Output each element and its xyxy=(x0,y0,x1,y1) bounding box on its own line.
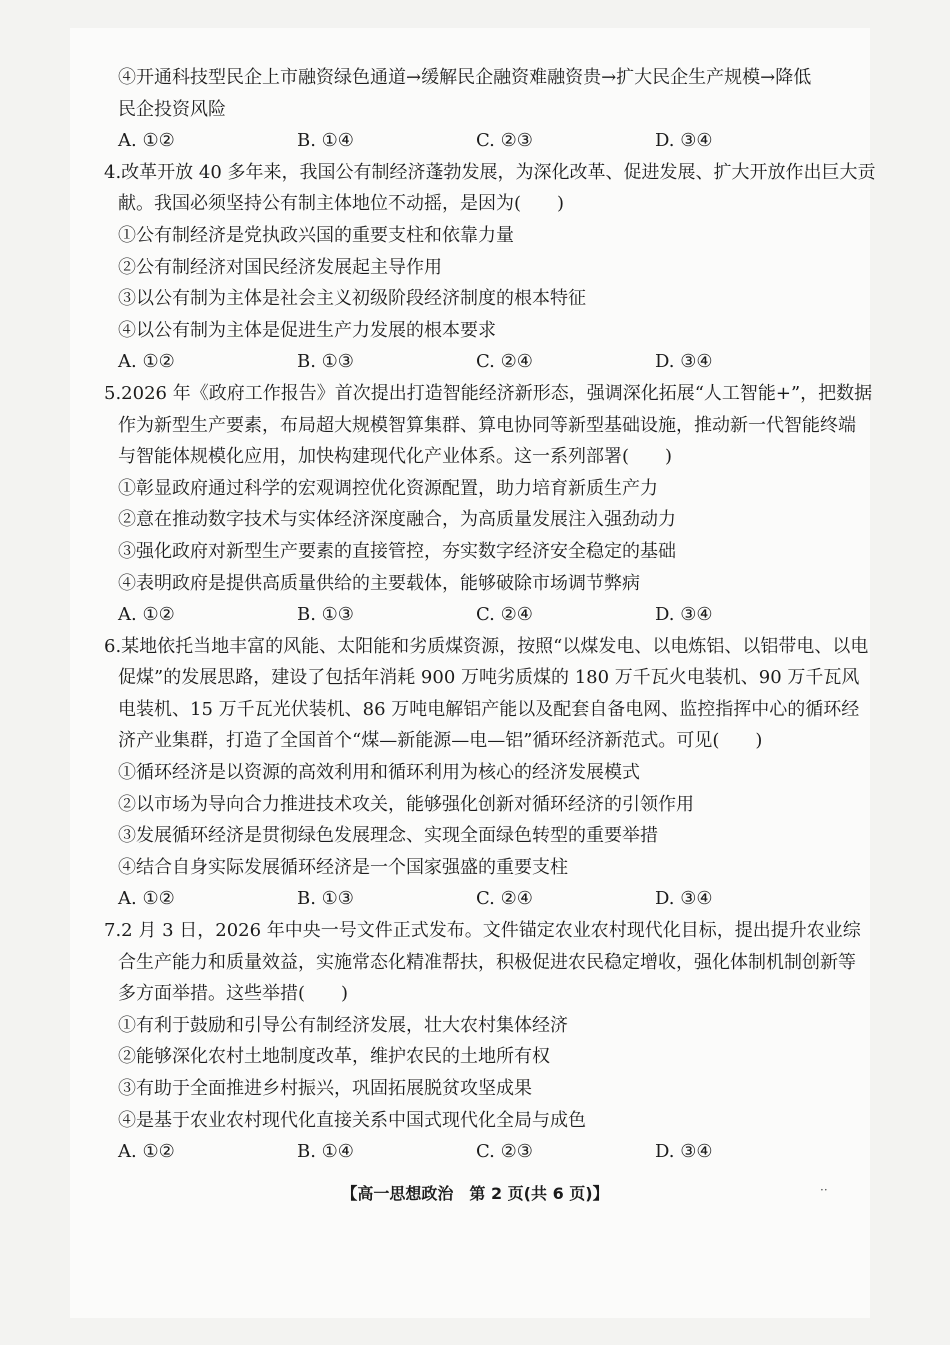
choice-c: C. ②④ xyxy=(476,351,533,373)
answer-choices xyxy=(118,599,834,631)
option-line: ③强化政府对新型生产要素的直接管控，夯实数字经济安全稳定的基础 xyxy=(118,540,676,562)
question-stem: 合生产能力和质量效益，实施常态化精准帮扶，积极促进农民稳定增收，强化体制机制创新等 xyxy=(118,951,856,973)
choice-d: D. ③④ xyxy=(655,1141,713,1163)
option-line: ④开通科技型民企上市融资绿色通道→缓解民企融资难融资贵→扩大民企生产规模→降低 xyxy=(118,67,812,88)
option-line: ④是基于农业农村现代化直接关系中国式现代化全局与成色 xyxy=(118,1109,586,1131)
choice-c: C. ②③ xyxy=(476,130,533,152)
option-line: ③发展循环经济是贯彻绿色发展理念、实现全面绿色转型的重要举措 xyxy=(118,825,658,847)
option-line: ②公有制经济对国民经济发展起主导作用 xyxy=(118,256,442,278)
choice-a: A. ①② xyxy=(118,888,175,910)
choice-b: B. ①④ xyxy=(297,1141,354,1163)
choice-a: A. ①② xyxy=(118,130,175,152)
answer-choices xyxy=(118,346,834,378)
choice-d: D. ③④ xyxy=(655,351,713,373)
question-stem: 多方面举措。这些举措( ) xyxy=(118,983,349,1005)
question-3-tail xyxy=(118,62,834,157)
choice-a: A. ①② xyxy=(118,351,175,373)
choice-d: D. ③④ xyxy=(655,888,713,910)
option-line: ①循环经济是以资源的高效利用和循环利用为核心的经济发展模式 xyxy=(118,762,640,784)
choice-d: D. ③④ xyxy=(655,604,713,626)
question-6 xyxy=(104,631,869,915)
option-line: ②意在推动数字技术与实体经济深度融合，为高质量发展注入强劲动力 xyxy=(118,509,676,531)
choice-b: B. ①③ xyxy=(297,604,354,626)
question-stem: 电装机、15 万千瓦光伏装机、86 万吨电解铝产能以及配套自备电网、监控指挥中心的循环经 xyxy=(118,698,860,720)
option-line: ②以市场为导向合力推进技术攻关，能够强化创新对循环经济的引领作用 xyxy=(118,793,694,815)
choice-a: A. ①② xyxy=(118,1141,175,1163)
answer-choices xyxy=(118,125,834,157)
question-stem: 7.2 月 3 日，2026 年中央一号文件正式发布。文件锚定农业农村现代化目标，提出提升农业综 xyxy=(104,920,861,942)
option-line: ④以公有制为主体是促进生产力发展的根本要求 xyxy=(118,319,496,341)
choice-b: B. ①③ xyxy=(297,888,354,910)
answer-choices xyxy=(118,1136,834,1168)
option-line: ①彰显政府通过科学的宏观调控优化资源配置，助力培育新质生产力 xyxy=(118,477,658,499)
question-stem: 4.改革开放 40 多年来，我国公有制经济蓬勃发展，为深化改革、促进发展、扩大开放作出巨大贡 xyxy=(104,161,876,183)
footer-mark: ·· xyxy=(820,1183,828,1197)
choice-c: C. ②④ xyxy=(476,888,533,910)
option-line: ②能够深化农村土地制度改革，维护农民的土地所有权 xyxy=(118,1046,550,1068)
question-stem: 与智能体规模化应用，加快构建现代化产业体系。这一系列部署( ) xyxy=(118,446,673,468)
question-stem: 促煤”的发展思路，建设了包括年消耗 900 万吨劣质煤的 180 万千瓦火电装机、90 万千瓦风 xyxy=(118,667,860,689)
question-stem: 作为新型生产要素，布局超大规模智算集群、算电协同等新型基础设施，推动新一代智能终端 xyxy=(118,414,856,436)
question-4 xyxy=(104,157,876,378)
option-line: ①公有制经济是党执政兴国的重要支柱和依靠力量 xyxy=(118,224,514,246)
answer-choices xyxy=(118,883,834,915)
question-stem: 献。我国必须坚持公有制主体地位不动摇，是因为( ) xyxy=(118,193,565,215)
choice-c: C. ②③ xyxy=(476,1141,533,1163)
choice-b: B. ①③ xyxy=(297,351,354,373)
choice-d: D. ③④ xyxy=(655,130,713,152)
option-line: ④结合自身实际发展循环经济是一个国家强盛的重要支柱 xyxy=(118,856,568,878)
page-footer: 【高一思想政治 第 2 页(共 6 页)】 xyxy=(341,1184,609,1203)
choice-a: A. ①② xyxy=(118,604,175,626)
exam-content xyxy=(104,62,876,1168)
question-stem: 济产业集群，打造了全国首个“煤—新能源—电—铝”循环经济新范式。可见( ) xyxy=(118,730,763,752)
option-line: ③有助于全面推进乡村振兴，巩固拓展脱贫攻坚成果 xyxy=(118,1078,532,1099)
choice-c: C. ②④ xyxy=(476,604,533,626)
choice-b: B. ①④ xyxy=(297,130,354,152)
question-5 xyxy=(104,378,873,631)
question-stem: 5.2026 年《政府工作报告》首次提出打造智能经济新形态，强调深化拓展“人工智能+”，把数据 xyxy=(104,382,873,404)
option-line: ①有利于鼓励和引导公有制经济发展，壮大农村集体经济 xyxy=(118,1014,568,1036)
question-stem: 6.某地依托当地丰富的风能、太阳能和劣质煤资源，按照“以煤发电、以电炼铝、以铝带电、以电 xyxy=(104,635,869,657)
option-line: 民企投资风险 xyxy=(118,98,226,120)
question-7 xyxy=(104,915,861,1168)
option-line: ④表明政府是提供高质量供给的主要载体，能够破除市场调节弊病 xyxy=(118,572,640,594)
option-line: ③以公有制为主体是社会主义初级阶段经济制度的根本特征 xyxy=(118,288,586,310)
